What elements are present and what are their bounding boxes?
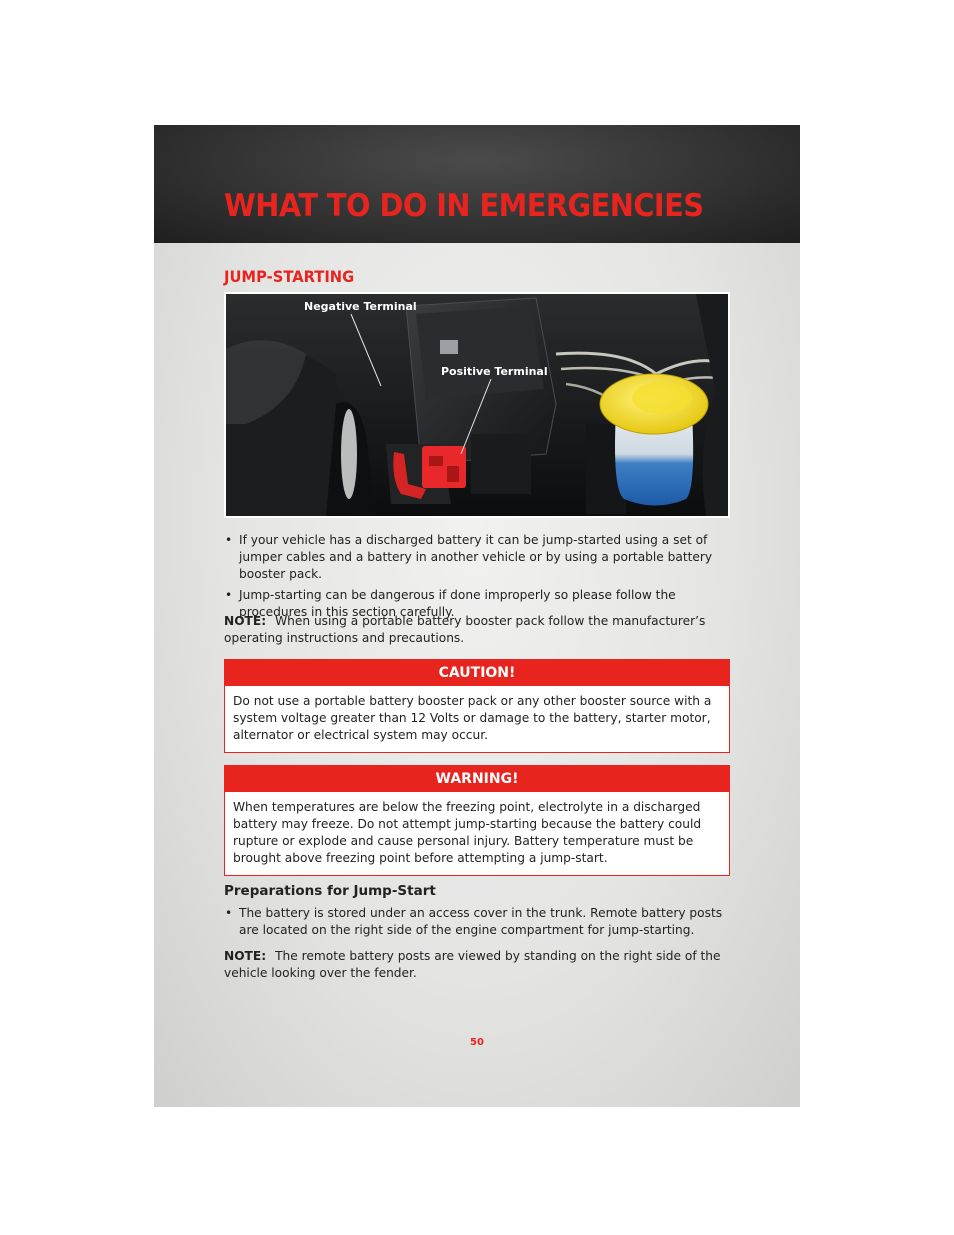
manual-page — [154, 125, 800, 1107]
warning-text: When temperatures are below the freezing point, electrolyte in a discharged battery may freeze. Do not attempt jump-starting because the battery could rupture or explode and cause personal injury. Battery temperature must be brought above freezing point before attempting a jump-start. — [233, 800, 702, 865]
preparations-heading: Preparations for Jump-Start — [224, 883, 436, 899]
page-number: 50 — [470, 1037, 484, 1048]
list-item: • If your vehicle has a discharged battery it can be jump-started using a set of jumper cables and a battery in another vehicle or by using a portable battery booster pack. — [225, 533, 713, 581]
warning-title: WARNING! — [225, 766, 729, 792]
list-item: • The battery is stored under an access cover in the trunk. Remote battery posts are located on the right side of the engine compartment for jump-starting. — [225, 906, 723, 937]
caution-text: Do not use a portable battery booster pack or any other booster source with a system voltage greater than 12 Volts or damage to the battery, starter motor, alternator or electrical system may occur. — [233, 694, 712, 742]
preparations-bullets — [224, 905, 730, 943]
note-remote-posts: NOTE: The remote battery posts are viewed by standing on the right side of the vehicle looking over the fender. — [224, 949, 721, 980]
negative-terminal-label: Negative Terminal — [304, 300, 417, 313]
page-title: WHAT TO DO IN EMERGENCIES — [224, 188, 704, 224]
caution-title: CAUTION! — [225, 660, 729, 686]
section-title: JUMP-STARTING — [224, 267, 355, 286]
list-item: • Jump-starting can be dangerous if done improperly so please follow the procedures in this section carefully. — [225, 588, 676, 619]
engine-compartment-photo — [224, 292, 730, 518]
warning-box — [224, 765, 730, 876]
positive-terminal-label: Positive Terminal — [441, 365, 548, 378]
caution-box — [224, 659, 730, 753]
page-header — [154, 125, 800, 243]
jump-start-bullets — [224, 532, 730, 625]
note-booster-pack: NOTE: When using a portable battery booster pack follow the manufacturer’s operating instructions and precautions. — [224, 614, 706, 645]
engine-photo-illustration — [226, 294, 728, 516]
